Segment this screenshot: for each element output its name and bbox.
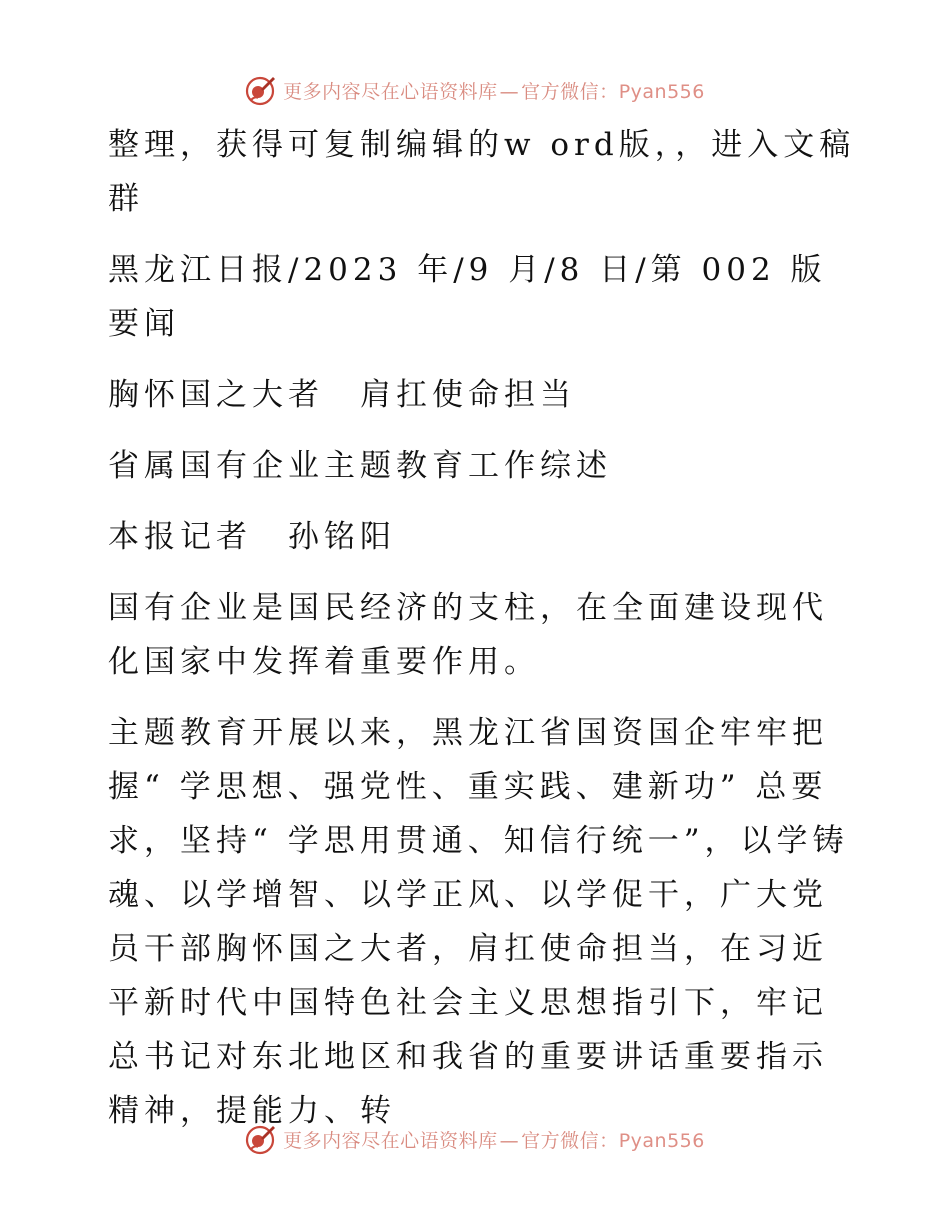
header-banner	[0, 72, 950, 108]
byline: 本报记者 孙铭阳	[108, 519, 396, 555]
article-subtitle: 省属国有企业主题教育工作综述	[108, 448, 612, 484]
header-banner-text: 更多内容尽在心语资料库 — 官方微信：Pyan556	[283, 80, 705, 103]
brush-logo-icon	[245, 1123, 277, 1155]
source-line: 黑龙江日报/2023 年/9 月/8 日/第 002 版要闻	[108, 252, 827, 342]
paragraph-2: 主题教育开展以来，黑龙江省国资国企牢牢把握“ 学思想、强党性、重实践、建新功” 总要求，坚持“ 学思用贯通、知信行统一”，以学铸魂、以学增智、以学正风、以学促干，广大党员干部胸怀国之大者，肩扛使命担当，在习近平新时代中国特色社会主义思想指引下，牢记总书记对东北地区和我省的重要讲话重要指示精神，提能力、转	[108, 715, 849, 1129]
brush-logo-icon	[245, 74, 277, 106]
footer-banner	[0, 1121, 950, 1157]
document-body	[98, 118, 858, 1155]
article-title: 胸怀国之大者 肩扛使命担当	[108, 377, 576, 413]
footer-banner-text: 更多内容尽在心语资料库 — 官方微信：Pyan556	[283, 1129, 705, 1152]
paragraph-1: 国有企业是国民经济的支柱，在全面建设现代化国家中发挥着重要作用。	[108, 590, 828, 680]
intro-text: 整理，获得可复制编辑的w ord版，，进入文稿群	[108, 127, 856, 217]
